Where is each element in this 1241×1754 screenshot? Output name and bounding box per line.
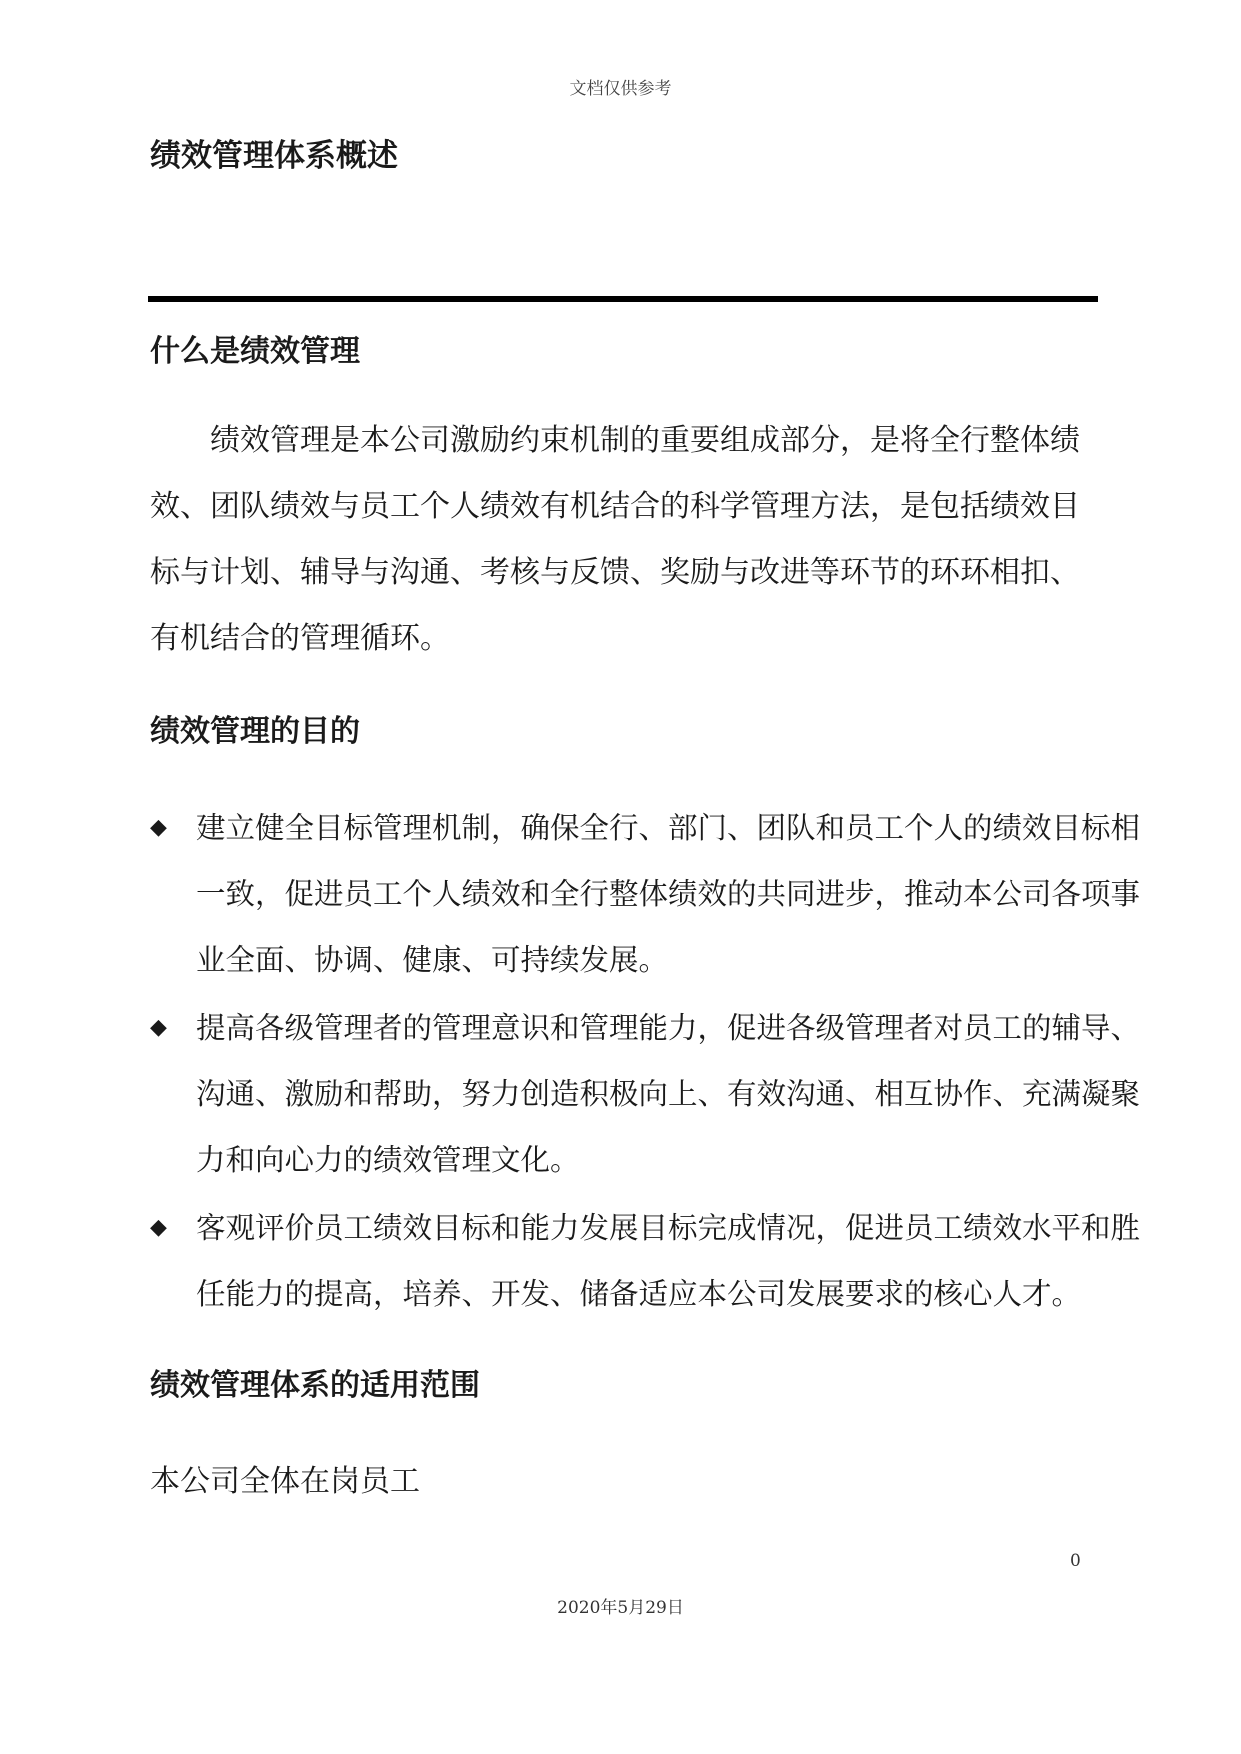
section-text-scope: 本公司全体在岗员工 [150,1464,420,1499]
section-heading-what-is: 什么是绩效管理 [150,334,360,369]
list-item [150,795,1140,993]
page-header: 文档仅供参考 [569,79,672,99]
list-item-text: 客观评价员工绩效目标和能力发展目标完成情况，促进员工绩效水平和胜任能力的提高，培养、开发、储备适应本公司发展要求的核心人才。 [196,1211,1141,1311]
list-item [150,995,1140,1193]
purpose-bullet-list [150,795,1140,1327]
document-title: 绩效管理体系概述 [150,138,398,174]
page-number: 0 [1070,1551,1081,1571]
diamond-bullet-icon: ◆ [150,1215,167,1240]
list-item [150,1195,1140,1327]
section-heading-purpose: 绩效管理的目的 [150,714,360,749]
list-item-text: 提高各级管理者的管理意识和管理能力，促进各级管理者对员工的辅导、沟通、激励和帮助，努力创造积极向上、有效沟通、相互协作、充满凝聚力和向心力的绩效管理文化。 [196,1011,1141,1177]
diamond-bullet-icon: ◆ [150,815,167,840]
list-item-text: 建立健全目标管理机制，确保全行、部门、团队和员工个人的绩效目标相一致，促进员工个人绩效和全行整体绩效的共同进步，推动本公司各项事业全面、协调、健康、可持续发展。 [196,811,1141,977]
title-divider [148,296,1098,302]
diamond-bullet-icon: ◆ [150,1015,167,1040]
section-paragraph-what-is: 绩效管理是本公司激励约束机制的重要组成部分，是将全行整体绩效、团队绩效与员工个人绩效有机结合的科学管理方法，是包括绩效目标与计划、辅导与沟通、考核与反馈、奖励与改进等环节的环环相扣、有机结合的管理循环。 [150,423,1080,656]
page-footer-date: 2020年5月29日 [557,1598,684,1618]
section-heading-scope: 绩效管理体系的适用范围 [150,1368,480,1403]
